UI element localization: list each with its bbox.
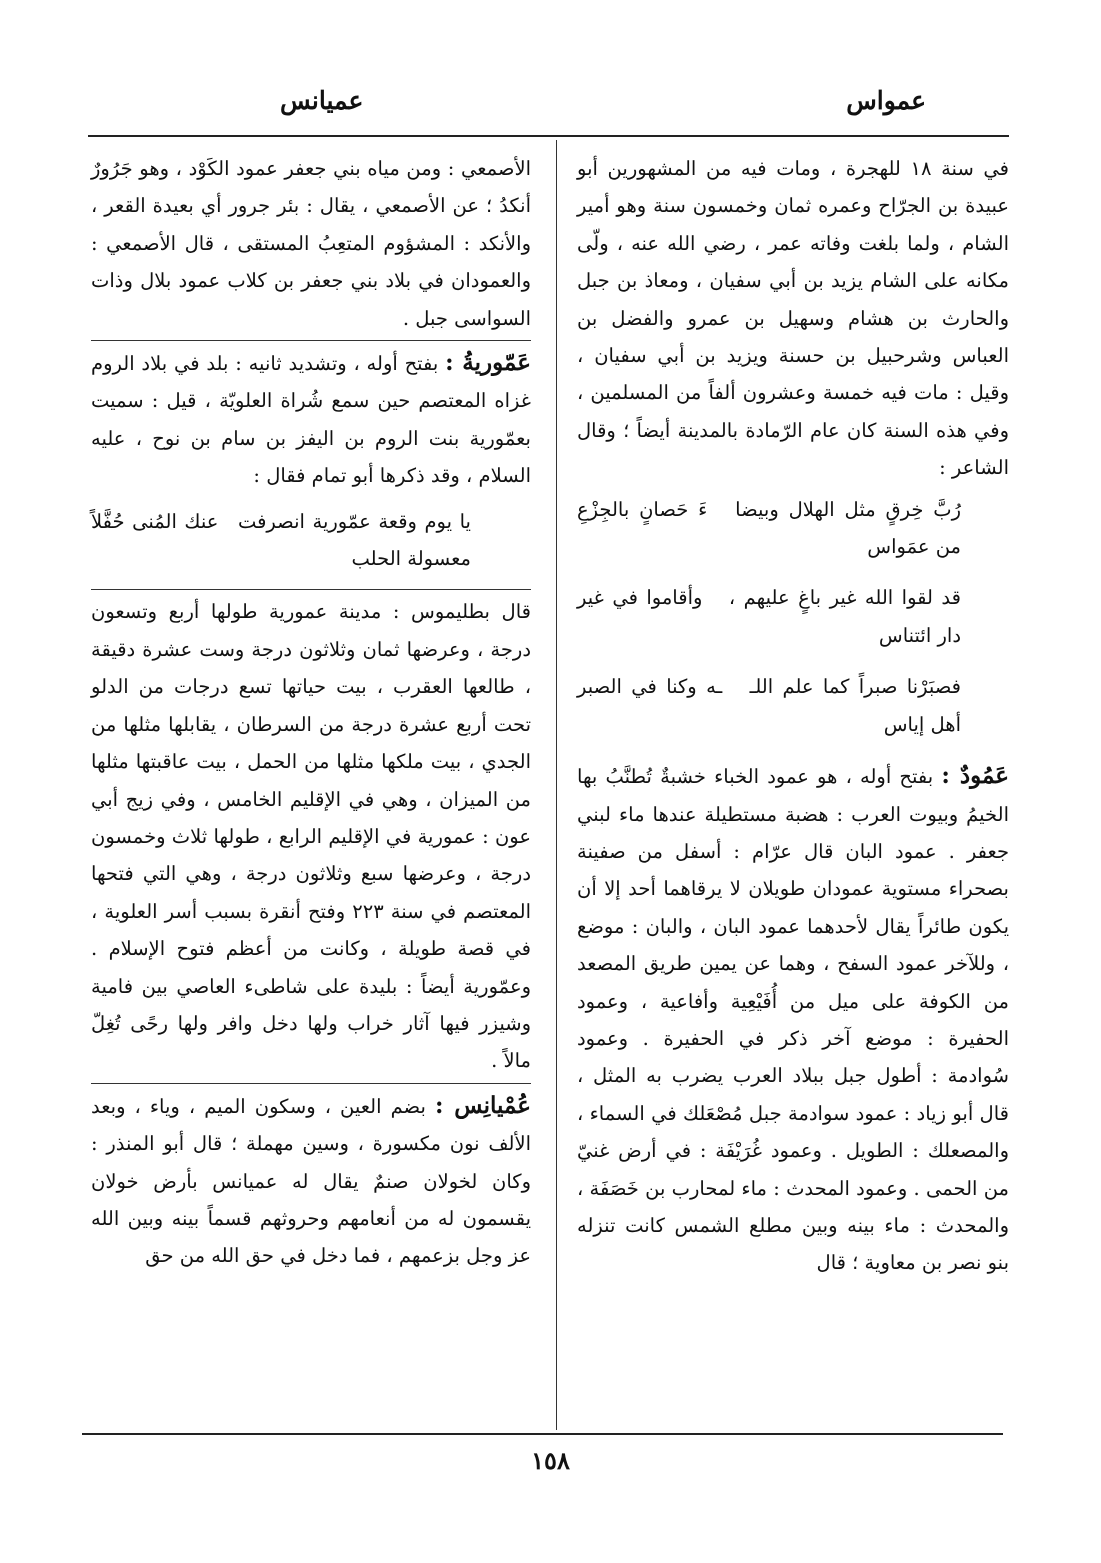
poem-stanza-3 [577, 668, 961, 743]
entry-separator [91, 1083, 531, 1084]
poem-line: قد لقوا الله غير باغٍ عليهم ، [728, 586, 961, 610]
entry-headword: عَمُودٌ : [941, 762, 1009, 790]
poem-stanza-2 [577, 579, 961, 654]
entry-text: بفتح أوله ، هو عمود الخباء خشبةٌ تُطنَّبُ بها الخيمُ وبيوت العرب : هضبة مستطيلة عندها ماء لبني جعفر . عمود البان قال عرّام : أسفل من صفينة بصحراء مستوية عمودان طويلان لا يرقاهما أحد إلا أن يكون طائراً يقال لأحدهما عمود البان ، والبان : موضع ، وللآخر عمود السفح ، وهما عن يمين طريق المصعد من الكوفة على ميل من أُفَيْعِية وأفاعية ، وعمود الحفيرة : موضع آخر ذكر في الحفيرة . وعمود سُوادمة : أطول جبل ببلاد العرب يضرب به المثل ، قال أبو زياد : عمود سوادمة جبل مُصْعَلك في السماء ، والمصعلك : الطويل . وعمود غُرَيْفَة : في أرض غنيّ من الحمى . وعمود المحدث : ماء لمحارب بن خَصَفَة ، والمحدث : ماء بينه وبين مطلع الشمس كانت تنزله بنو نصر بن معاوية ؛ قال [577, 765, 1009, 1275]
poem-line: ـه وكنا في الصبر أهل إياس [577, 675, 961, 736]
poem-line: يا يوم وقعة عمّورية انصرفت [237, 509, 471, 533]
entry-text: بضم العين ، وسكون الميم ، وياء ، وبعد الألف نون مكسورة ، وسين مهملة ؛ قال أبو المنذر : وكان لخولان صنمٌ يقال له عميانس بأرض خولان يقسمون له من أنعامهم وحروثهم قسماً بينه وبين الله عز وجل بزعمهم ، فما دخل في حق الله من حق [91, 1094, 531, 1268]
entry-text: بفتح أوله ، وتشديد ثانيه : بلد في بلاد الروم غزاه المعتصم حين سمع شُراة العلويّة ، قيل : سميت بعمّورية بنت الروم بن اليفز بن سام بن نوح ، عليه السلام ، وقد ذكرها أبو تمام فقال : [91, 352, 531, 488]
right-paragraph-1: في سنة ١٨ للهجرة ، ومات فيه من المشهورين أبو عبيدة بن الجرّاح وعمره ثمان وخمسون سنة وهو أمير الشام ، ولما بلغت وفاته عمر ، رضي الله عنه ، ولّى مكانه على الشام يزيد بن أبي سفيان ، ومعاذ بن جبل والحارث بن هشام وسهيل بن عمرو والفضل بن العباس وشرحبيل بن حسنة ويزيد بن أبي سفيان ، وقيل : مات فيه خمسة وعشرون ألفاً من المسلمين ، وفي هذه السنة كان عام الرّمادة بالمدينة أيضاً ؛ وقال الشاعر : [577, 157, 1009, 480]
entry-separator [91, 589, 531, 590]
poem-line: ءَ حَصانٍ بالجِزْعِ من عمَواس [577, 497, 961, 559]
entry-headword: عُمْيانِس : [434, 1091, 531, 1119]
header-rule [88, 135, 1009, 137]
left-column [91, 150, 531, 1275]
column-divider [556, 140, 557, 1430]
poem-line: فصبَرْنا صبراً كما علم اللـ [749, 675, 961, 699]
left-poem [91, 503, 531, 578]
running-head-right: عمواس [846, 86, 926, 115]
page-number: ١٥٨ [531, 1446, 570, 1475]
poem-line: عنك المُنى حُفَّلاً معسولة الحلب [91, 509, 471, 571]
poem-line: رُبَّ خِرقٍ مثل الهلال وبيضا [735, 497, 962, 521]
poem-stanza-1 [577, 491, 961, 566]
entry-ammuriya [91, 344, 531, 495]
entry-amud [577, 757, 1009, 1282]
entry-separator [91, 340, 531, 341]
running-head-left: عمیانس [280, 86, 364, 115]
footer-rule [82, 1433, 1003, 1435]
poem-line: وأقاموا في غير دار ائتناس [577, 586, 961, 647]
entry-headword: عَمّوريةُ : [445, 349, 531, 377]
left-paragraph-1: الأصمعي : ومن مياه بني جعفر عمود الكَوْد ، وهو جَرُورٌ أنكدُ ؛ عن الأصمعي ، يقال : بئر جرور أي بعيدة القعر ، والأنكد : المشؤوم المتعِبُ المستقى ، قال الأصمعي : والعمودان في بلاد بني جعفر بن كلاب عمود بلال وذات السواسى جبل . [91, 157, 531, 330]
right-column [577, 150, 1009, 1282]
left-paragraph-3: قال بطليموس : مدينة عمورية طولها أربع وتسعون درجة ، وعرضها ثمان وثلاثون درجة وست عشرة دقيقة ، طالعها العقرب ، بيت حياتها تسع درجات من الدلو تحت أربع عشرة درجة من السرطان ، يقابلها مثلها من الجدي ، بيت ملكها مثلها من الحمل ، بيت عاقبتها مثلها من الميزان ، وهي في الإقليم الخامس ، وفي زيج أبي عون : عمورية في الإقليم الرابع ، طولها ثلاث وخمسون درجة ، وعرضها سبع وثلاثون درجة ، وهي التي فتحها المعتصم في سنة ٢٢٣ وفتح أنقرة بسبب أسر العلوية ، في قصة طويلة ، وكانت من أعظم فتوح الإسلام . وعمّورية أيضاً : بليدة على شاطىء العاصي بين فامية وشيزر فيها آثار خراب ولها دخل وافر ولها رحًى تُغِلّ مالاً . [91, 600, 531, 1073]
entry-umyanis [91, 1087, 531, 1275]
right-poem [577, 491, 1009, 743]
